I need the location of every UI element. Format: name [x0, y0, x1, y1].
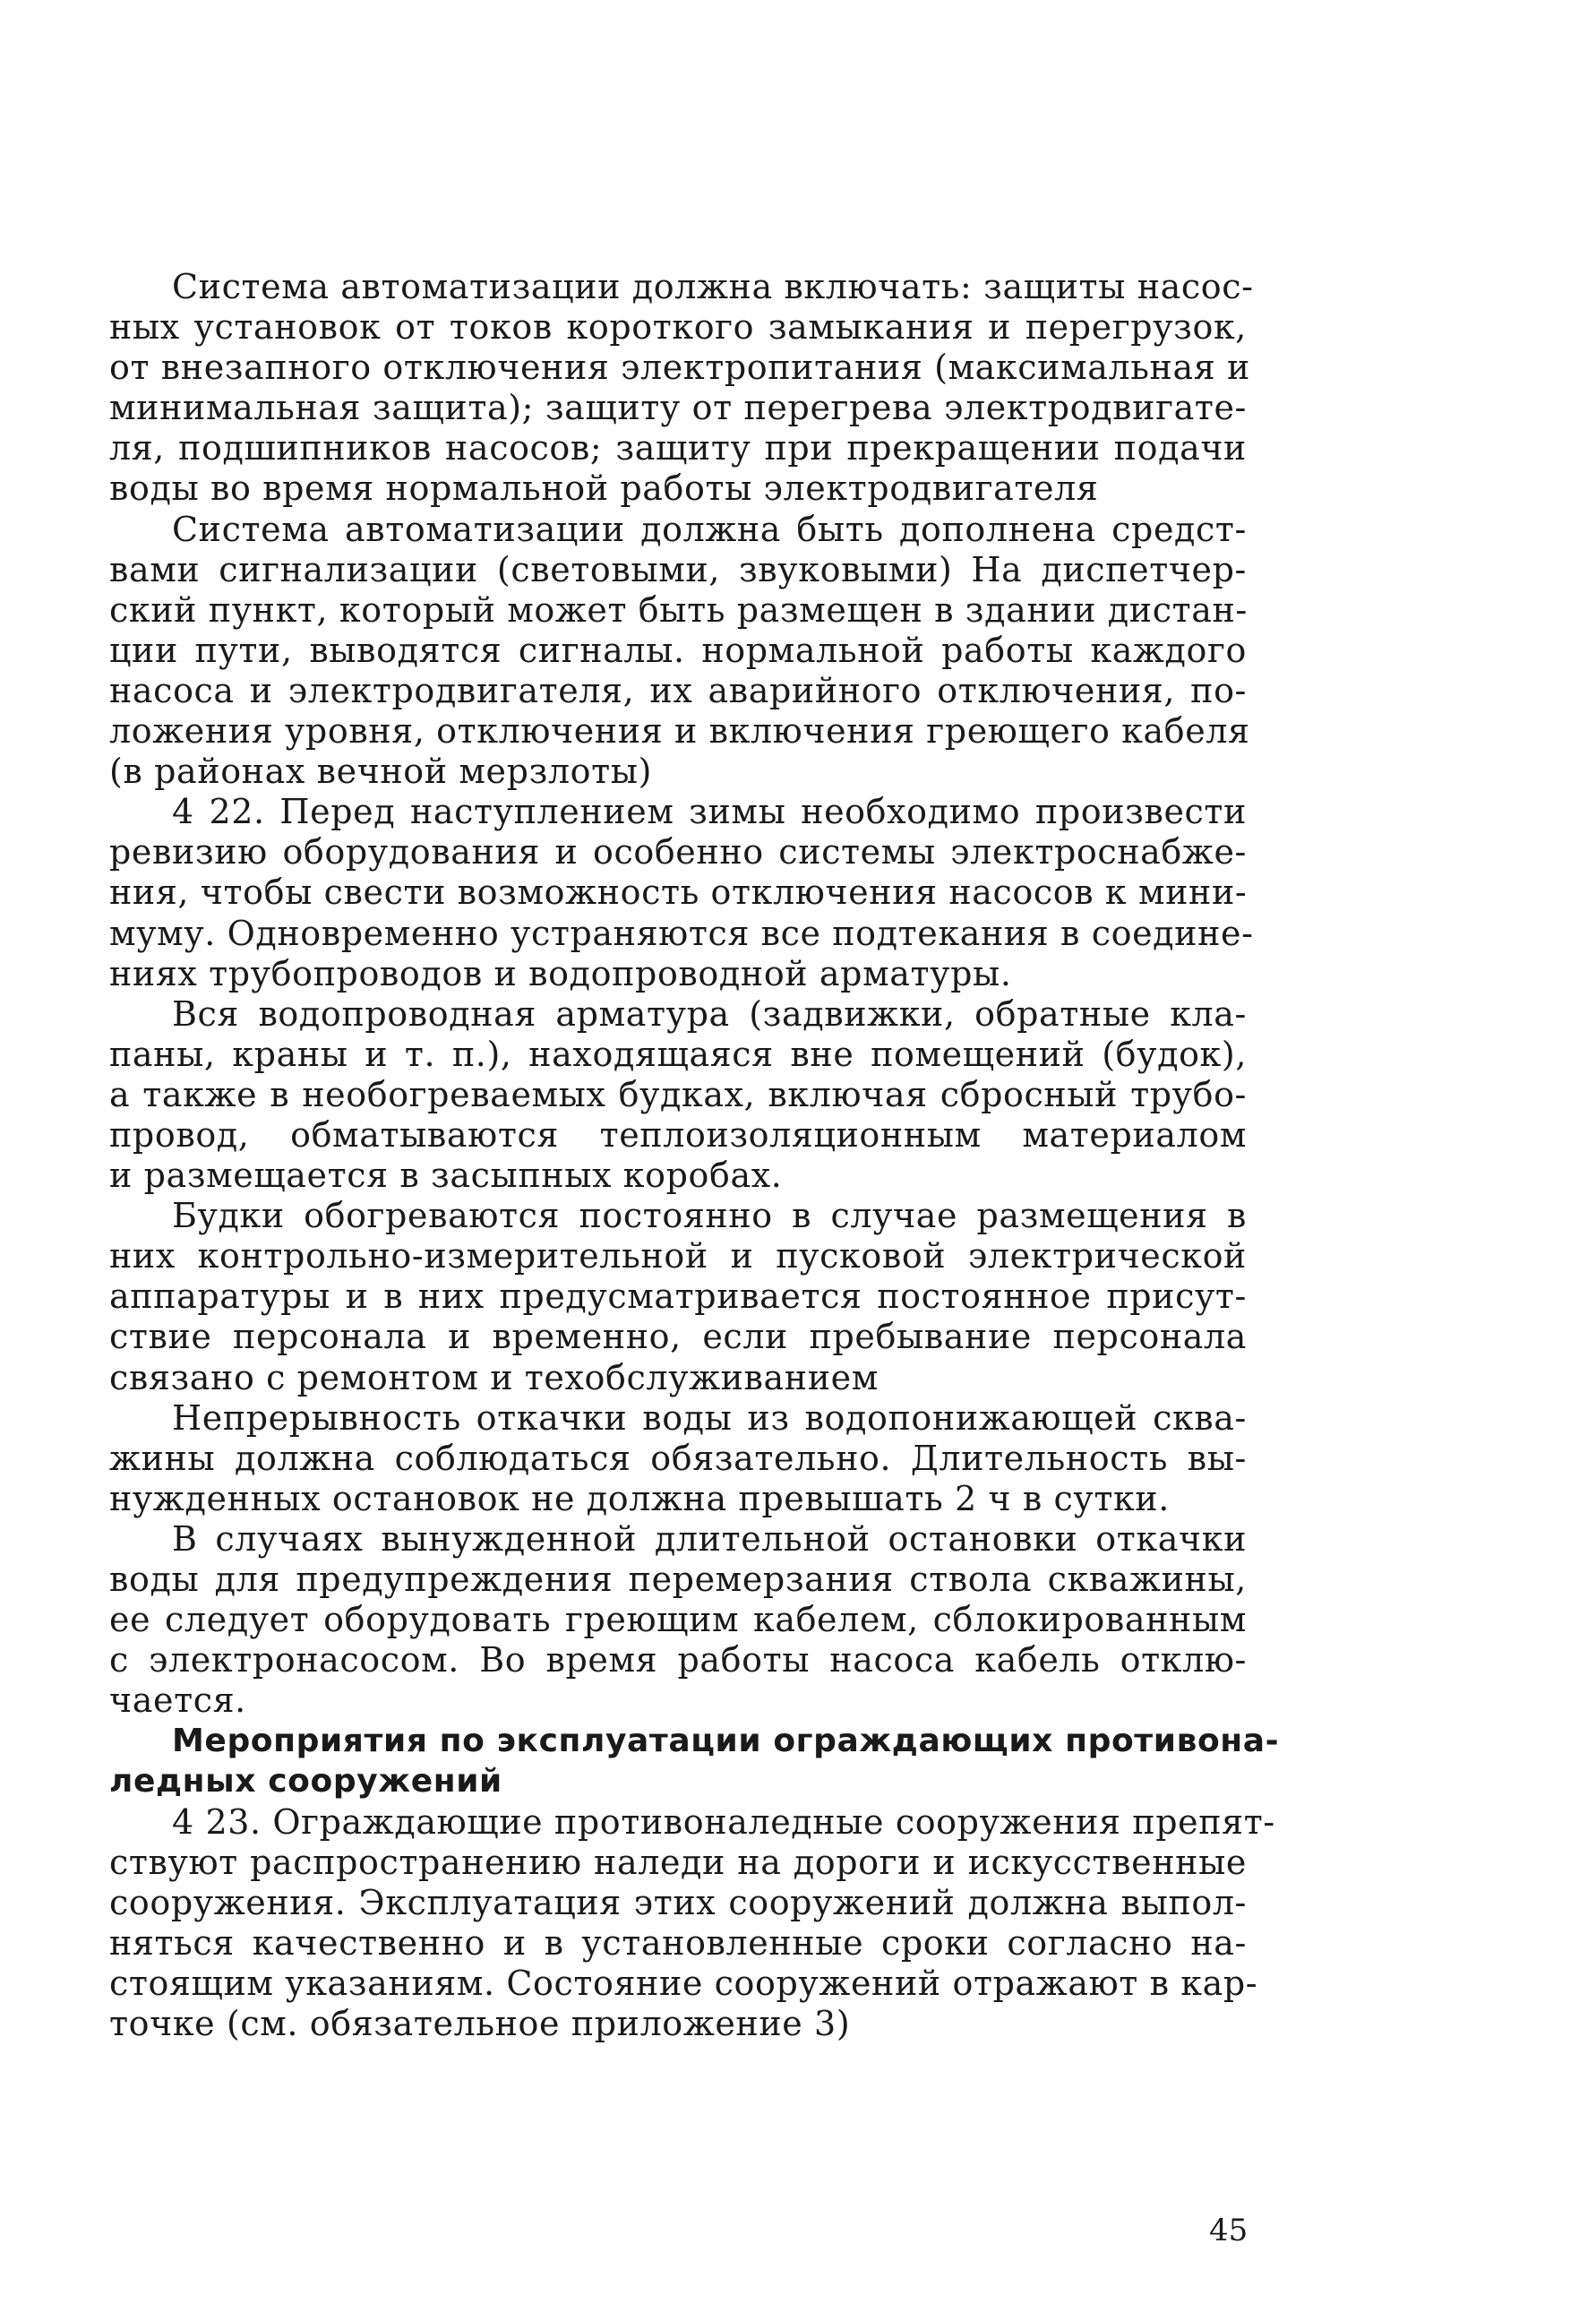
text-line: них контрольно-измерительной и пусковой электрической: [109, 1236, 1247, 1276]
text-line: ции пути, выводятся сигналы. нормальной работы каждого: [109, 630, 1247, 670]
text-line: (в районах вечной мерзлоты): [109, 752, 652, 792]
text-line: с электронасосом. Во время работы насоса кабель отклю-: [109, 1640, 1247, 1680]
text-line: воды во время нормальной работы электродвигателя: [109, 468, 1099, 509]
section-heading-line: Мероприятия по эксплуатации ограждающих противона-: [172, 1723, 1280, 1760]
text-line: насоса и электродвигателя, их аварийного отключения, по-: [109, 670, 1247, 710]
text-line: Система автоматизации должна быть дополнена средст-: [172, 509, 1247, 549]
text-line: ствуют распространению наледи на дороги и искусственные: [109, 1842, 1247, 1882]
text-line: от внезапного отключения электропитания (максимальная и: [109, 348, 1250, 388]
text-line: чается.: [109, 1680, 246, 1721]
text-line: Система автоматизации должна включать: защиты насос-: [172, 267, 1254, 306]
text-line: и размещается в засыпных коробах.: [109, 1156, 783, 1196]
text-line: В случаях вынужденной длительной остановки откачки: [172, 1518, 1247, 1559]
text-line: ниях трубопроводов и водопроводной арматуры.: [109, 953, 1012, 993]
text-line: паны, краны и т. п.), находящаяся вне помещений (будок),: [109, 1034, 1247, 1074]
text-line: нужденных остановок не должна превышать 2 ч в сутки.: [109, 1478, 1170, 1518]
text-line: няться качественно и в установленные сроки согласно на-: [109, 1922, 1247, 1963]
body-text: [109, 267, 1280, 2044]
text-line: стоящим указаниям. Состояние сооружений отражают в кар-: [109, 1963, 1258, 2003]
text-line: аппаратуры и в них предусматривается постоянное присут-: [109, 1276, 1247, 1317]
text-line: ствие персонала и временно, если пребывание персонала: [109, 1317, 1247, 1357]
text-line: а также в необогреваемых будках, включая сбросный трубо-: [109, 1074, 1247, 1114]
text-line: сооружения. Эксплуатация этих сооружений должна выпол-: [109, 1882, 1247, 1922]
text-line: провод, обматываются теплоизоляционным материалом: [109, 1114, 1247, 1155]
text-line: воды для предупреждения перемерзания ствола скважины,: [109, 1560, 1247, 1599]
text-line: Вся водопроводная арматура (задвижки, обратные кла-: [172, 993, 1247, 1034]
text-line: ревизию оборудования и особенно системы электроснабже-: [109, 832, 1247, 872]
text-line: муму. Одновременно устраняются все подтекания в соедине-: [109, 913, 1254, 953]
text-line: ния, чтобы свести возможность отключения насосов к мини-: [109, 872, 1248, 913]
text-line: ля, подшипников насосов; защиту при прекращении подачи: [109, 428, 1247, 468]
text-line: Непрерывность откачки воды из водопонижающей сква-: [172, 1397, 1247, 1438]
text-line: связано с ремонтом и техобслуживанием: [109, 1357, 879, 1397]
section-heading-line: ледных сооружений: [109, 1763, 502, 1801]
text-line: ложения уровня, отключения и включения греющего кабеля: [109, 711, 1250, 752]
text-line: ский пункт, который может быть размещен в здании дистан-: [109, 589, 1248, 630]
text-line: ных установок от токов короткого замыкания и перегрузок,: [109, 307, 1247, 348]
text-line: точке (см. обязательное приложение 3): [109, 2004, 851, 2044]
text-line: Будки обогреваются постоянно в случае размещения в: [172, 1196, 1247, 1236]
text-line: вами сигнализации (световыми, звуковыми) На диспетчер-: [109, 549, 1247, 589]
text-line: 4 22. Перед наступлением зимы необходимо произвести: [172, 792, 1247, 832]
text-line: ее следует оборудовать греющим кабелем, сблокированным: [109, 1600, 1247, 1640]
text-line: 4 23. Ограждающие противоналедные сооружения препят-: [172, 1801, 1275, 1842]
page-number: 45: [1209, 2213, 1248, 2248]
text-line: минимальная защита); защиту от перегрева электродвигате-: [109, 388, 1247, 428]
text-line: жины должна соблюдаться обязательно. Длительность вы-: [109, 1438, 1247, 1478]
